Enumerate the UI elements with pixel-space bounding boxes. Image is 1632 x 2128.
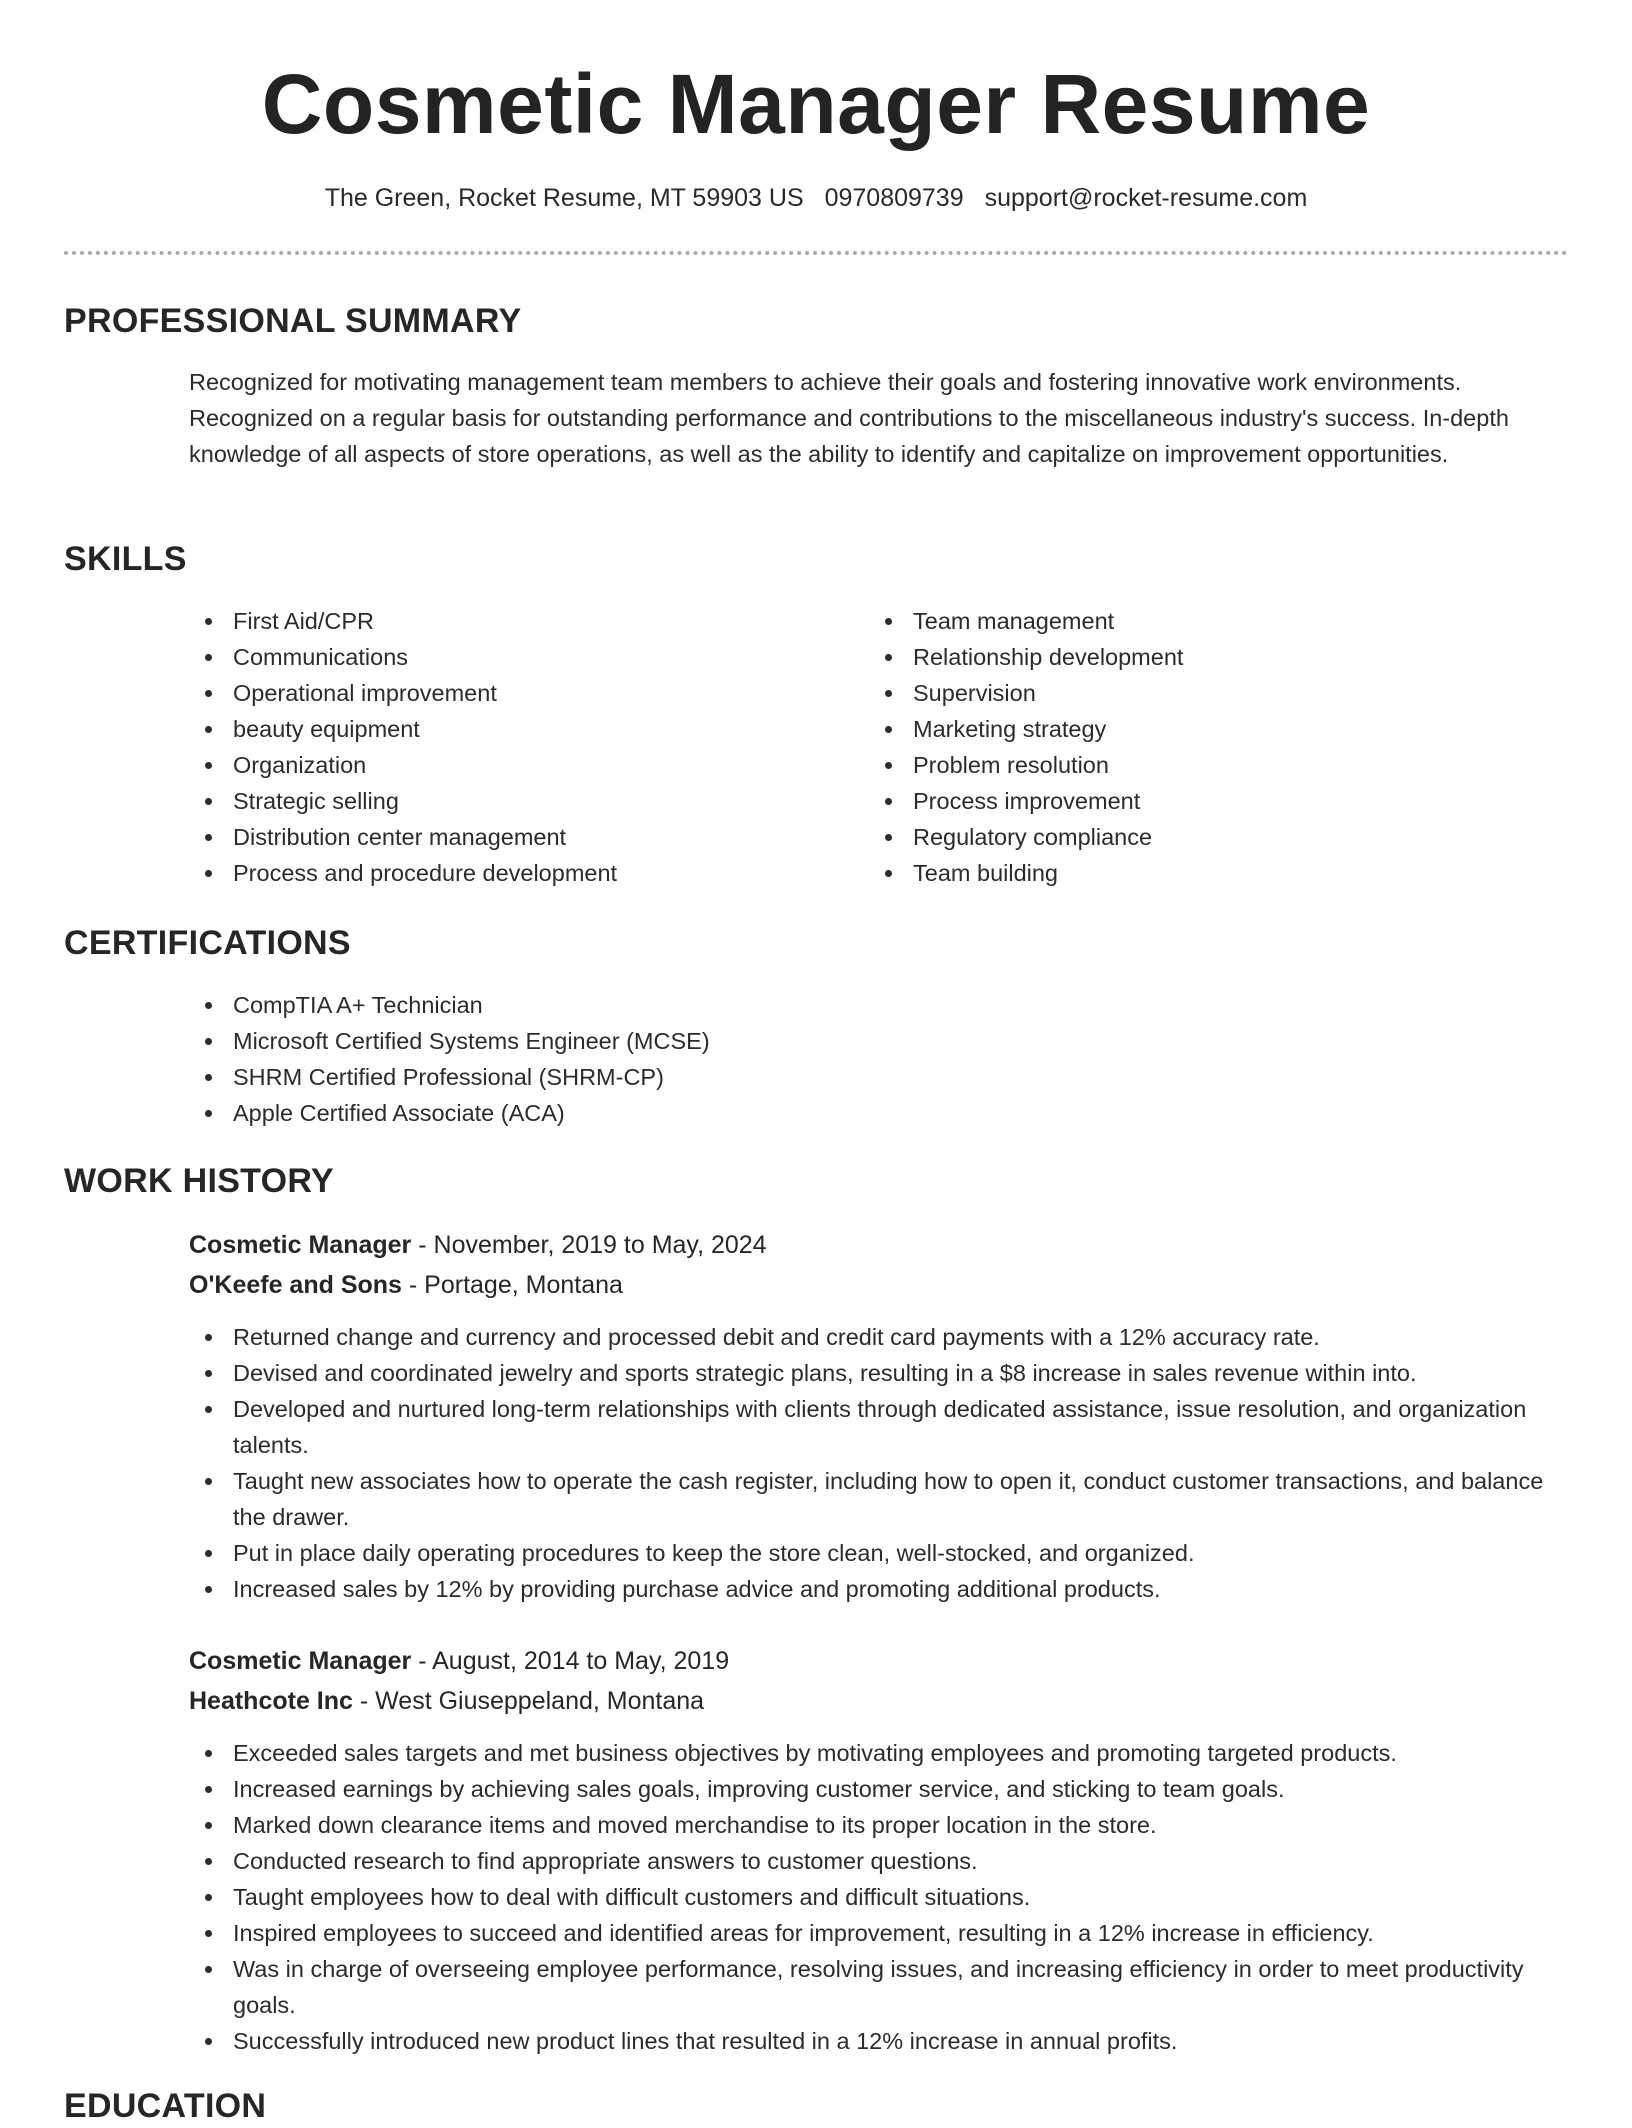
skill-item: First Aid/CPR — [189, 603, 829, 639]
job-bullet: Taught new associates how to operate the cash register, including how to open it, conduct customer transactions, and balance the drawer. — [189, 1463, 1549, 1535]
skill-item: Strategic selling — [189, 783, 829, 819]
job-1-bullets — [189, 1319, 1549, 1607]
skill-item: Team management — [869, 603, 1549, 639]
skill-item: Problem resolution — [869, 747, 1549, 783]
job-2-title: Cosmetic Manager — [189, 1647, 412, 1675]
job-bullet: Successfully introduced new product lines that resulted in a 12% increase in annual profits. — [189, 2023, 1549, 2059]
contact-line — [0, 181, 1632, 215]
job-2-company: Heathcote Inc — [189, 1687, 353, 1715]
job-bullet: Put in place daily operating procedures to keep the store clean, well-stocked, and organized. — [189, 1535, 1549, 1571]
certification-item: CompTIA A+ Technician — [189, 987, 710, 1023]
certifications-list — [189, 987, 710, 1131]
skill-item: Supervision — [869, 675, 1549, 711]
job-bullet: Marked down clearance items and moved merchandise to its proper location in the store. — [189, 1807, 1549, 1843]
job-bullet: Conducted research to find appropriate answers to customer questions. — [189, 1843, 1549, 1879]
certification-item: SHRM Certified Professional (SHRM-CP) — [189, 1059, 710, 1095]
skill-item: Team building — [869, 855, 1549, 891]
contact-phone: 0970809739 — [824, 184, 964, 212]
certification-item: Apple Certified Associate (ACA) — [189, 1095, 710, 1131]
job-bullet: Returned change and currency and processed debit and credit card payments with a 12% accuracy rate. — [189, 1319, 1549, 1355]
header-divider — [64, 251, 1568, 255]
education-heading: EDUCATION — [64, 2087, 267, 2125]
skill-item: beauty equipment — [189, 711, 829, 747]
job-1-dates: - November, 2019 to May, 2024 — [411, 1231, 767, 1259]
resume-title: Cosmetic Manager Resume — [261, 57, 1371, 151]
skill-item: Distribution center management — [189, 819, 829, 855]
job-2-dates: - August, 2014 to May, 2019 — [411, 1647, 730, 1675]
job-bullet: Developed and nurtured long-term relationships with clients through dedicated assistance, issue resolution, and organization talents. — [189, 1391, 1549, 1463]
job-bullet: Inspired employees to succeed and identified areas for improvement, resulting in a 12% increase in efficiency. — [189, 1915, 1549, 1951]
job-bullet: Taught employees how to deal with difficult customers and difficult situations. — [189, 1879, 1549, 1915]
contact-address: The Green, Rocket Resume, MT 59903 US — [324, 184, 804, 212]
skill-item: Operational improvement — [189, 675, 829, 711]
skills-list-right — [869, 603, 1549, 891]
skill-item: Process and procedure development — [189, 855, 829, 891]
job-1-location: - Portage, Montana — [401, 1271, 623, 1299]
work-history-heading: WORK HISTORY — [64, 1162, 334, 1200]
certification-item: Microsoft Certified Systems Engineer (MCSE) — [189, 1023, 710, 1059]
job-2-title-line — [189, 1643, 729, 1679]
skill-item: Communications — [189, 639, 829, 675]
job-1-title-line — [189, 1227, 767, 1263]
job-2-location: - West Giuseppeland, Montana — [352, 1687, 705, 1715]
skills-list-left — [189, 603, 829, 891]
job-bullet: Increased earnings by achieving sales goals, improving customer service, and sticking to team goals. — [189, 1771, 1549, 1807]
skill-item: Organization — [189, 747, 829, 783]
job-1-company-line — [189, 1267, 623, 1303]
job-bullet: Exceeded sales targets and met business objectives by motivating employees and promoting targeted products. — [189, 1735, 1549, 1771]
skills-heading: SKILLS — [64, 540, 187, 578]
skill-item: Process improvement — [869, 783, 1549, 819]
job-1-title: Cosmetic Manager — [189, 1231, 412, 1259]
summary-heading: PROFESSIONAL SUMMARY — [64, 302, 522, 340]
job-bullet: Devised and coordinated jewelry and sports strategic plans, resulting in a $8 increase in sales revenue within into. — [189, 1355, 1549, 1391]
skill-item: Regulatory compliance — [869, 819, 1549, 855]
job-2-company-line — [189, 1683, 704, 1719]
job-bullet: Increased sales by 12% by providing purchase advice and promoting additional products. — [189, 1571, 1549, 1607]
summary-text: Recognized for motivating management team members to achieve their goals and fostering innovative work environments. Recognized on a regular basis for outstanding performance and contributions to the miscellaneous industry's success. In-depth knowledge of all aspects of store operations, as well as the ability to identify and capitalize on improvement opportunities. — [189, 369, 1509, 467]
skill-item: Relationship development — [869, 639, 1549, 675]
skill-item: Marketing strategy — [869, 711, 1549, 747]
job-1-company: O'Keefe and Sons — [189, 1271, 402, 1299]
job-2-bullets — [189, 1735, 1549, 2059]
job-bullet: Was in charge of overseeing employee performance, resolving issues, and increasing efficiency in order to meet productivity goals. — [189, 1951, 1549, 2023]
contact-email: support@rocket-resume.com — [984, 184, 1308, 212]
certifications-heading: CERTIFICATIONS — [64, 924, 351, 962]
